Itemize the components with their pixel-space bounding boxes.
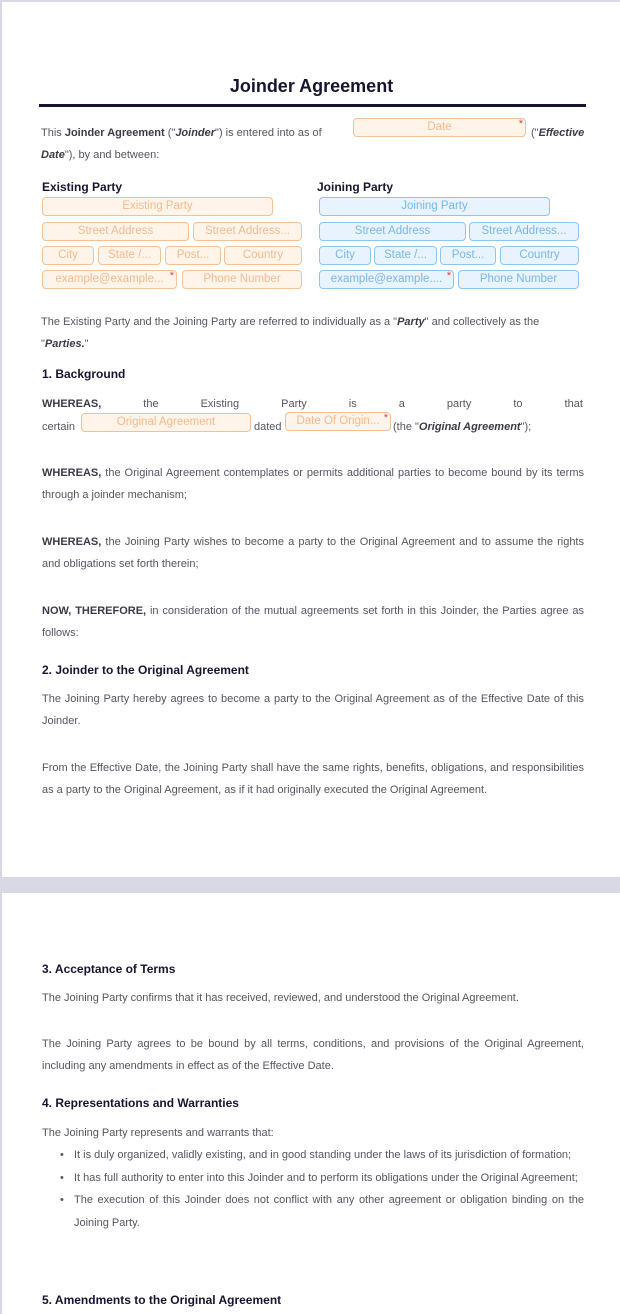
placeholder: State /... [108, 249, 151, 261]
existing-party-postal-field[interactable] [165, 246, 221, 265]
section-5-heading: 5. Amendments to the Original Agreement [42, 1293, 282, 1307]
certain-text: certain [42, 421, 76, 433]
intro-italic-date: Date [41, 149, 65, 161]
intro-italic-effective: Effective [538, 127, 585, 139]
text: the Original Agreement contemplates or permits additional parties to become bound by its terms through a joinder mechanism; [42, 467, 584, 501]
word: party [446, 398, 472, 410]
placeholder: City [58, 249, 78, 261]
dated-text: dated [254, 421, 282, 433]
document-page-1 [1, 1, 620, 877]
word: to [513, 398, 523, 410]
text: in consideration of the mutual agreements set forth in this Joinder, the Parties agree as follows: [42, 605, 585, 639]
intro-text: (" [164, 127, 176, 139]
placeholder: Street Address [354, 225, 431, 237]
section-3-paragraph-2: The Joining Party agrees to be bound by all terms, conditions, and provisions of the Original Agreement, including any amendments in effect as of the Effective Date. [42, 1038, 584, 1072]
text: " [41, 338, 45, 350]
word: Existing [200, 398, 240, 410]
intro-text: ") is entered into as of [215, 127, 322, 139]
original-agreement-date-field[interactable] [285, 412, 391, 431]
document-page-2 [1, 893, 620, 1314]
placeholder: Post... [451, 249, 485, 261]
placeholder: Street Address [77, 225, 154, 237]
word: that [564, 398, 583, 410]
warranties-list [42, 1144, 584, 1234]
document-title: Joinder Agreement [229, 76, 394, 96]
placeholder: Original Agreement [116, 416, 216, 428]
placeholder: Phone Number [203, 273, 281, 285]
placeholder: Street Address... [481, 225, 567, 237]
joining-party-street2-field[interactable] [469, 222, 579, 241]
joining-party-street-field[interactable] [319, 222, 466, 241]
required-asterisk-icon: * [169, 270, 174, 282]
text: the Joining Party wishes to become a party to the Original Agreement and to assume the rights and obligations set forth therein; [42, 536, 584, 570]
existing-party-city-field[interactable] [42, 246, 94, 265]
placeholder: Existing Party [122, 200, 193, 212]
placeholder: Country [242, 249, 284, 261]
existing-party-country-field[interactable] [224, 246, 302, 265]
date-placeholder: Date [427, 121, 452, 133]
joining-party-country-field[interactable] [500, 246, 579, 265]
section-2-heading: 2. Joinder to the Original Agreement [42, 663, 249, 677]
section-4-intro: The Joining Party represents and warrants that: [42, 1127, 274, 1139]
placeholder: Phone Number [479, 273, 558, 285]
joining-party-name-field[interactable] [319, 197, 550, 216]
section-3-paragraph-1: The Joining Party confirms that it has received, reviewed, and understood the Original Agreement. [42, 992, 519, 1004]
existing-party-email-field[interactable] [42, 270, 177, 289]
whereas-2-paragraph [42, 462, 584, 506]
word: WHEREAS, [42, 398, 102, 410]
joining-party-postal-field[interactable] [440, 246, 496, 265]
text: "); [520, 421, 532, 433]
whereas-3-paragraph [42, 531, 584, 575]
existing-party-phone-field[interactable] [182, 270, 302, 289]
parties-definition-paragraph [41, 311, 584, 355]
effective-date-field[interactable] [353, 118, 526, 137]
intro-text: This [41, 127, 65, 139]
whereas-bold: WHEREAS, [42, 536, 102, 548]
intro-effective-text [531, 122, 584, 144]
joining-party-email-field[interactable] [319, 270, 454, 289]
word: is [348, 398, 357, 410]
placeholder: Post... [176, 249, 210, 261]
existing-party-street-field[interactable] [42, 222, 189, 241]
section-4-heading: 4. Representations and Warranties [42, 1096, 239, 1110]
list-item: • It is duly organized, validly existing, and in good standing under the laws of its jurisdiction of formation; [42, 1144, 584, 1167]
italic-parties: Parties. [44, 338, 85, 350]
now-therefore-paragraph [42, 600, 584, 644]
whereas-bold: WHEREAS, [42, 467, 102, 479]
italic-original-agreement: Original Agreement [418, 421, 521, 433]
word: the [143, 398, 159, 410]
intro-text: (" [531, 127, 539, 139]
joining-party-label: Joining Party [317, 180, 394, 194]
section-1-heading: 1. Background [42, 367, 126, 381]
text-line [41, 311, 539, 333]
intro-bold-title: Joinder Agreement [64, 127, 165, 139]
original-agreement-field[interactable] [81, 413, 251, 432]
list-item: • It has full authority to enter into this Joinder and to perform its obligations under the Original Agreement; [42, 1167, 584, 1190]
required-asterisk-icon: * [518, 118, 523, 130]
section-3-heading: 3. Acceptance of Terms [42, 962, 176, 976]
word: a [398, 398, 405, 410]
text: " [84, 338, 89, 350]
intro-text: "), by and between: [64, 149, 160, 161]
placeholder: Joining Party [401, 200, 468, 212]
title-divider [39, 104, 586, 107]
text: (the " [393, 421, 419, 433]
text: The Existing Party and the Joining Party are referred to individually as a " [41, 316, 398, 328]
placeholder: Street Address... [204, 225, 290, 237]
italic-party: Party [397, 316, 425, 328]
required-asterisk-icon: * [446, 270, 451, 282]
list-item: • The execution of this Joinder does not conflict with any other agreement or obligation binding on the Joining Party. [42, 1189, 584, 1234]
joining-party-city-field[interactable] [319, 246, 371, 265]
existing-party-label: Existing Party [42, 180, 123, 194]
placeholder: City [335, 249, 355, 261]
section-2-paragraph-1: The Joining Party hereby agrees to become a party to the Original Agreement as of the Effective Date of this Joinder. [42, 693, 584, 727]
section-2-paragraph-2: From the Effective Date, the Joining Party shall have the same rights, benefits, obligations, and responsibilities as a party to the Original Agreement, as if it had originally executed the Original Agreement. [42, 762, 584, 796]
placeholder: State /... [384, 249, 427, 261]
existing-party-street2-field[interactable] [193, 222, 302, 241]
placeholder: example@example.... [330, 273, 443, 285]
existing-party-state-field[interactable] [98, 246, 161, 265]
joining-party-phone-field[interactable] [458, 270, 579, 289]
existing-party-name-field[interactable] [42, 197, 273, 216]
placeholder: example@example... [55, 273, 164, 285]
text: " and collectively as the [424, 316, 540, 328]
intro-italic-joinder: Joinder [175, 127, 216, 139]
now-therefore-bold: NOW, THEREFORE, [42, 605, 147, 617]
placeholder: Country [519, 249, 560, 261]
required-asterisk-icon: * [383, 412, 388, 424]
joining-party-state-field[interactable] [374, 246, 437, 265]
placeholder: Date Of Origin... [296, 415, 380, 427]
word: Party [281, 398, 307, 410]
original-agreement-definition [393, 416, 531, 438]
